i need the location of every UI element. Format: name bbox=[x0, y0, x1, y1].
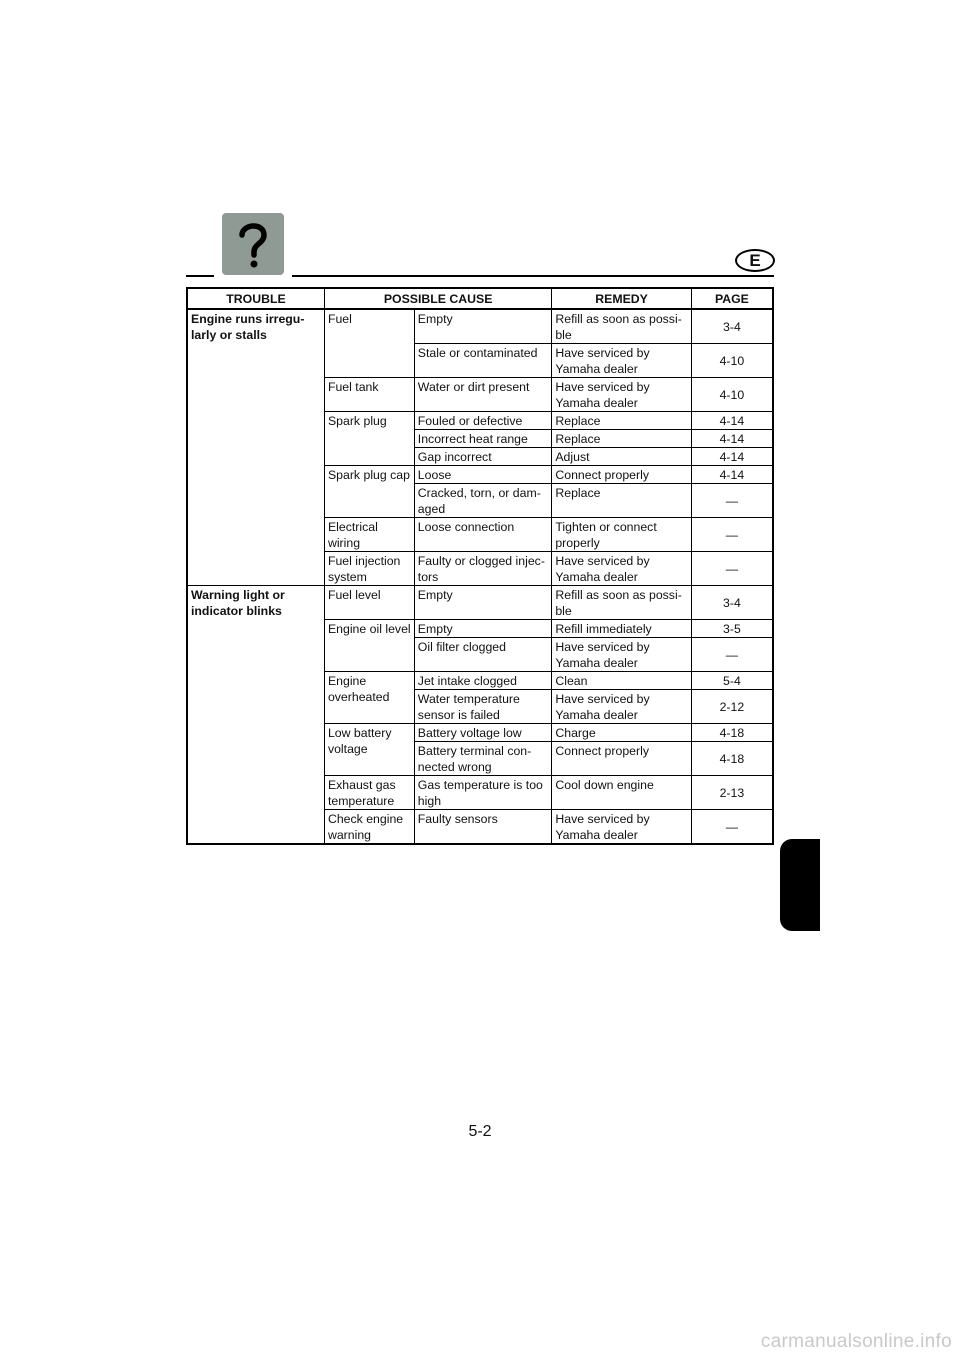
remedy-cell bbox=[552, 344, 691, 378]
cause-detail-cell bbox=[414, 484, 552, 518]
remedy-cell-line: Have serviced by bbox=[555, 554, 650, 568]
cause-cell-line: Spark plug bbox=[327, 414, 387, 428]
cause-detail-cell-line: Battery voltage low bbox=[417, 726, 522, 740]
remedy-cell bbox=[552, 776, 691, 810]
page-reference: 4-18 bbox=[691, 742, 773, 776]
page-reference: 3-4 bbox=[691, 309, 773, 344]
page-reference: — bbox=[691, 810, 773, 845]
remedy-cell bbox=[552, 518, 691, 552]
header-remedy: REMEDY bbox=[552, 288, 691, 309]
cause-detail-cell bbox=[414, 638, 552, 672]
remedy-cell bbox=[552, 638, 691, 672]
header-page: PAGE bbox=[691, 288, 773, 309]
language-badge: E bbox=[735, 249, 775, 272]
page-reference: 4-14 bbox=[691, 466, 773, 484]
remedy-cell-line: Have serviced by bbox=[555, 346, 650, 360]
remedy-cell bbox=[552, 724, 691, 742]
page-reference: 4-14 bbox=[691, 430, 773, 448]
remedy-cell bbox=[552, 430, 691, 448]
remedy-cell bbox=[552, 309, 691, 344]
trouble-cell-line: larly or stalls bbox=[191, 328, 267, 342]
cause-detail-cell-line: Fouled or defective bbox=[417, 414, 523, 428]
header-trouble: TROUBLE bbox=[187, 288, 324, 309]
remedy-cell-line: Yamaha dealer bbox=[555, 828, 638, 842]
cause-detail-cell-line: Gas temperature is too bbox=[417, 778, 543, 792]
remedy-cell bbox=[552, 586, 691, 620]
cause-detail-cell bbox=[414, 742, 552, 776]
cause-detail-cell bbox=[414, 344, 552, 378]
remedy-cell-line: Have serviced by bbox=[555, 692, 650, 706]
cause-detail-cell-line: Faulty or clogged injec- bbox=[417, 554, 545, 568]
cause-detail-cell bbox=[414, 724, 552, 742]
table-row bbox=[187, 309, 773, 344]
remedy-cell bbox=[552, 672, 691, 690]
cause-detail-cell bbox=[414, 309, 552, 344]
cause-cell-line: Low battery bbox=[327, 726, 392, 740]
cause-detail-cell-line: Empty bbox=[417, 588, 453, 602]
remedy-cell-line: Yamaha dealer bbox=[555, 656, 638, 670]
cause-detail-cell-line: Water or dirt present bbox=[417, 380, 530, 394]
cause-cell-line: Fuel level bbox=[327, 588, 381, 602]
cause-detail-cell-line: Loose bbox=[417, 468, 452, 482]
remedy-cell bbox=[552, 466, 691, 484]
page-reference: 4-14 bbox=[691, 412, 773, 430]
cause-detail-cell bbox=[414, 448, 552, 466]
cause-cell-line: overheated bbox=[327, 690, 390, 704]
page-reference: 4-14 bbox=[691, 448, 773, 466]
header-rule-left bbox=[186, 275, 214, 277]
header-possible-cause: POSSIBLE CAUSE bbox=[324, 288, 551, 309]
remedy-cell bbox=[552, 448, 691, 466]
remedy-cell-line: properly bbox=[555, 536, 600, 550]
cause-detail-cell bbox=[414, 518, 552, 552]
remedy-cell bbox=[552, 690, 691, 724]
troubleshooting-table bbox=[186, 287, 774, 845]
cause-detail-cell-line: aged bbox=[417, 502, 446, 516]
remedy-cell-line: Replace bbox=[555, 432, 601, 446]
remedy-cell bbox=[552, 412, 691, 430]
remedy-cell-line: Cool down engine bbox=[555, 778, 654, 792]
trouble-cell-line: Warning light or bbox=[191, 588, 285, 602]
cause-cell bbox=[324, 378, 414, 412]
table-header-row bbox=[187, 288, 773, 309]
cause-detail-cell-line: Oil filter clogged bbox=[417, 640, 506, 654]
cause-cell-line: wiring bbox=[327, 536, 361, 550]
remedy-cell-line: Have serviced by bbox=[555, 812, 650, 826]
trouble-cell bbox=[187, 309, 324, 586]
cause-cell bbox=[324, 552, 414, 586]
remedy-cell-line: Have serviced by bbox=[555, 380, 650, 394]
remedy-cell-line: Charge bbox=[555, 726, 596, 740]
remedy-cell-line: Yamaha dealer bbox=[555, 708, 638, 722]
cause-detail-cell-line: Battery terminal con- bbox=[417, 744, 532, 758]
page-reference: 2-12 bbox=[691, 690, 773, 724]
header-rule-right bbox=[292, 275, 774, 277]
table-body bbox=[187, 309, 773, 844]
cause-cell bbox=[324, 776, 414, 810]
cause-detail-cell bbox=[414, 690, 552, 724]
cause-cell-line: Exhaust gas bbox=[327, 778, 396, 792]
cause-detail-cell-line: Cracked, torn, or dam- bbox=[417, 486, 541, 500]
remedy-cell-line: Have serviced by bbox=[555, 640, 650, 654]
cause-detail-cell bbox=[414, 776, 552, 810]
remedy-cell-line: Yamaha dealer bbox=[555, 396, 638, 410]
page-number: 5-2 bbox=[468, 1123, 492, 1140]
cause-cell-line: Electrical bbox=[327, 520, 378, 534]
trouble-cell bbox=[187, 586, 324, 845]
remedy-cell-line: Yamaha dealer bbox=[555, 570, 638, 584]
remedy-cell-line: Adjust bbox=[555, 450, 590, 464]
cause-cell bbox=[324, 724, 414, 776]
remedy-cell-line: Yamaha dealer bbox=[555, 362, 638, 376]
cause-detail-cell-line: Empty bbox=[417, 622, 453, 636]
cause-detail-cell-line: Loose connection bbox=[417, 520, 515, 534]
page-reference: 5-4 bbox=[691, 672, 773, 690]
remedy-cell-line: Replace bbox=[555, 486, 601, 500]
cause-cell-line: system bbox=[327, 570, 367, 584]
cause-detail-cell-line: Empty bbox=[417, 312, 453, 326]
cause-detail-cell-line: Water temperature bbox=[417, 692, 520, 706]
remedy-cell bbox=[552, 378, 691, 412]
cause-detail-cell bbox=[414, 620, 552, 638]
remedy-cell-line: Tighten or connect bbox=[555, 520, 657, 534]
remedy-cell-line: ble bbox=[555, 328, 572, 342]
cause-detail-cell bbox=[414, 378, 552, 412]
remedy-cell bbox=[552, 742, 691, 776]
cause-cell-line: voltage bbox=[327, 742, 368, 756]
cause-detail-cell-line: nected wrong bbox=[417, 760, 492, 774]
cause-detail-cell-line: Stale or contaminated bbox=[417, 346, 538, 360]
cause-detail-cell-line: Jet intake clogged bbox=[417, 674, 517, 688]
cause-cell-line: Engine bbox=[327, 674, 367, 688]
cause-detail-cell-line: Incorrect heat range bbox=[417, 432, 528, 446]
remedy-cell bbox=[552, 620, 691, 638]
trouble-cell-line: Engine runs irregu- bbox=[191, 312, 305, 326]
cause-detail-cell-line: sensor is failed bbox=[417, 708, 500, 722]
cause-cell-line: Fuel bbox=[327, 312, 352, 326]
page-reference: 4-10 bbox=[691, 378, 773, 412]
cause-detail-cell bbox=[414, 412, 552, 430]
page-reference: — bbox=[691, 518, 773, 552]
cause-detail-cell bbox=[414, 430, 552, 448]
cause-detail-cell bbox=[414, 810, 552, 845]
cause-cell bbox=[324, 672, 414, 724]
cause-cell-line: warning bbox=[327, 828, 372, 842]
remedy-cell-line: ble bbox=[555, 604, 572, 618]
watermark: carmanualsonline.info bbox=[760, 1331, 952, 1352]
remedy-cell-line: Refill as soon as possi- bbox=[555, 588, 682, 602]
page-reference: 2-13 bbox=[691, 776, 773, 810]
cause-cell bbox=[324, 466, 414, 518]
question-mark-icon bbox=[222, 213, 284, 275]
cause-cell bbox=[324, 309, 414, 378]
page-reference: — bbox=[691, 552, 773, 586]
cause-detail-cell-line: high bbox=[417, 794, 442, 808]
cause-cell-line: Engine oil level bbox=[327, 622, 411, 636]
remedy-cell bbox=[552, 552, 691, 586]
cause-cell-line: Spark plug cap bbox=[327, 468, 410, 482]
cause-detail-cell bbox=[414, 466, 552, 484]
cause-cell-line: Fuel injection bbox=[327, 554, 401, 568]
cause-cell-line: Fuel tank bbox=[327, 380, 379, 394]
cause-cell-line: Check engine bbox=[327, 812, 404, 826]
remedy-cell-line: Refill as soon as possi- bbox=[555, 312, 682, 326]
remedy-cell-line: Connect properly bbox=[555, 744, 649, 758]
remedy-cell bbox=[552, 484, 691, 518]
page-reference: 4-10 bbox=[691, 344, 773, 378]
trouble-cell-line: indicator blinks bbox=[191, 604, 282, 618]
cause-detail-cell-line: tors bbox=[417, 570, 439, 584]
page-reference: — bbox=[691, 638, 773, 672]
table-row bbox=[187, 586, 773, 620]
page-reference: — bbox=[691, 484, 773, 518]
cause-cell bbox=[324, 518, 414, 552]
cause-cell bbox=[324, 620, 414, 672]
cause-detail-cell-line: Faulty sensors bbox=[417, 812, 498, 826]
cause-cell bbox=[324, 586, 414, 620]
cause-detail-cell bbox=[414, 586, 552, 620]
remedy-cell-line: Clean bbox=[555, 674, 588, 688]
cause-cell bbox=[324, 412, 414, 466]
remedy-cell-line: Replace bbox=[555, 414, 601, 428]
cause-detail-cell-line: Gap incorrect bbox=[417, 450, 492, 464]
remedy-cell-line: Connect properly bbox=[555, 468, 649, 482]
remedy-cell-line: Refill immediately bbox=[555, 622, 652, 636]
page-reference: 3-4 bbox=[691, 586, 773, 620]
cause-detail-cell bbox=[414, 552, 552, 586]
cause-cell-line: temperature bbox=[327, 794, 395, 808]
remedy-cell bbox=[552, 810, 691, 845]
page-reference: 4-18 bbox=[691, 724, 773, 742]
cause-detail-cell bbox=[414, 672, 552, 690]
section-tab bbox=[780, 839, 820, 931]
cause-cell bbox=[324, 810, 414, 845]
page-reference: 3-5 bbox=[691, 620, 773, 638]
